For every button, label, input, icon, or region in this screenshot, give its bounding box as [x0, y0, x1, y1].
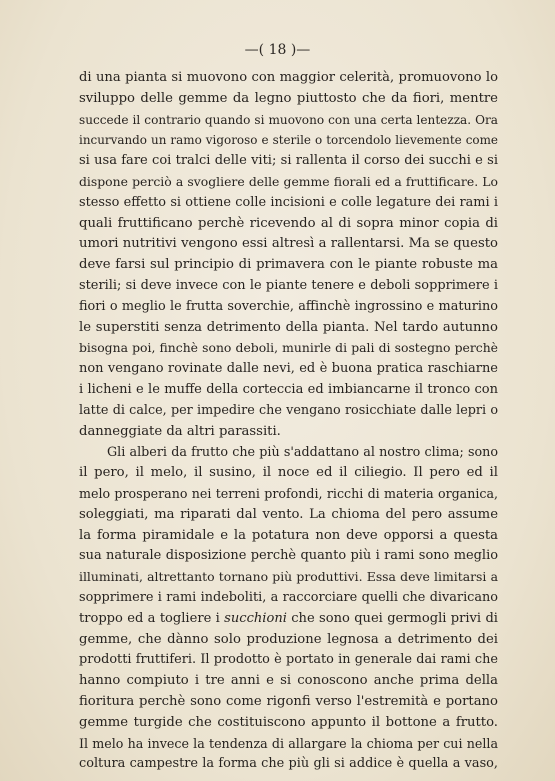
- text-line: fiori o meglio le frutta soverchie, affinchè ingrossino e maturino: [79, 298, 498, 314]
- text-line: latte di calce, per impedire che vengano rosicchiate dalle lepri o: [79, 402, 498, 418]
- text-line: succede il contrario quando si muovono con una certa lentezza. Ora: [79, 112, 498, 127]
- text-line: il pero, il melo, il susino, il noce ed il ciliegio. Il pero ed il: [79, 465, 498, 481]
- text-line: sterili; si deve invece con le piante tenere e deboli sopprimere i: [79, 277, 498, 293]
- text-line: di una pianta si muovono con maggior celerità, promuovono lo: [79, 70, 498, 85]
- text-line: umori nutritivi vengono essi altresì a rallentarsi. Ma se questo: [79, 236, 498, 252]
- text-line: stesso effetto si ottiene colle incisioni e colle legature dei rami i: [79, 194, 498, 210]
- text-line: danneggiate da altri parassiti.: [79, 423, 281, 439]
- text-line: prodotti fruttiferi. Il prodotto è portato in generale dai rami che: [79, 652, 498, 668]
- text-line: le superstiti senza detrimento della pianta. Nel tardo autunno: [79, 319, 498, 335]
- text-line: non vengano rovinate dalle nevi, ed è buona pratica raschiarne: [79, 361, 498, 377]
- paragraph: [79, 68, 498, 442]
- paragraph: [79, 442, 498, 775]
- text-line: sua naturale disposizione perchè quanto più i rami sono meglio: [79, 548, 498, 564]
- text-line: gemme turgide che costituiscono appunto il bottone a frutto.: [79, 714, 498, 730]
- text-line: sviluppo delle gemme da legno piuttosto che da fiori, mentre: [79, 90, 498, 106]
- text-line: i licheni e le muffe della corteccia ed imbiancarne il tronco con: [79, 381, 498, 397]
- text-line: Gli alberi da frutto che più s'addattano al nostro clima; sono: [107, 444, 498, 460]
- text-line: deve farsi sul principio di primavera con le piante robuste ma: [79, 257, 498, 273]
- text-line: la forma piramidale e la potatura non deve opporsi a questa: [79, 527, 498, 543]
- text-line: illuminati, altrettanto tornano più produttivi. Essa deve limitarsi a: [79, 569, 498, 585]
- text-line: quali fruttificano perchè ricevendo al di sopra minor copia di: [79, 215, 498, 231]
- text-line: hanno compiuto i tre anni e si conoscono anche prima della: [79, 673, 498, 689]
- text-segment: troppo ed a togliere i: [79, 610, 225, 626]
- text-line: sopprimere i rami indeboliti, a raccorciare quelli che divaricano: [79, 589, 498, 605]
- text-line: gemme, che dànno solo produzione legnosa a detrimento dei: [79, 631, 498, 647]
- text-line: incurvando un ramo vigoroso e sterile o torcendolo lievemente come: [79, 133, 498, 148]
- text-line: si usa fare coi tralci delle viti; si rallenta il corso dei succhi e si: [79, 153, 498, 169]
- text-line: [79, 609, 498, 630]
- text-line: dispone perciò a svogliere delle gemme fiorali ed a fruttificare. Lo: [79, 173, 498, 189]
- text-line: fioritura perchè sono come rigonfi verso l'estremità e portano: [79, 693, 498, 709]
- page-number: —( 18 )—: [244, 42, 311, 58]
- italic-term: succhioni: [224, 610, 287, 626]
- text-segment: che sono quei germogli privi di: [286, 610, 498, 626]
- text-line: coltura campestre la forma che più gli si addice è quella a vaso,: [79, 756, 498, 772]
- body-text: [79, 68, 498, 775]
- text-line: soleggiati, ma riparati dal vento. La chioma del pero assume: [79, 506, 498, 522]
- text-line: bisogna poi, finchè sono deboli, munirle di pali di sostegno perchè: [79, 340, 498, 356]
- text-line: melo prosperano nei terreni profondi, ricchi di materia organica,: [79, 485, 498, 501]
- text-line: Il melo ha invece la tendenza di allargare la chioma per cui nella: [79, 735, 498, 751]
